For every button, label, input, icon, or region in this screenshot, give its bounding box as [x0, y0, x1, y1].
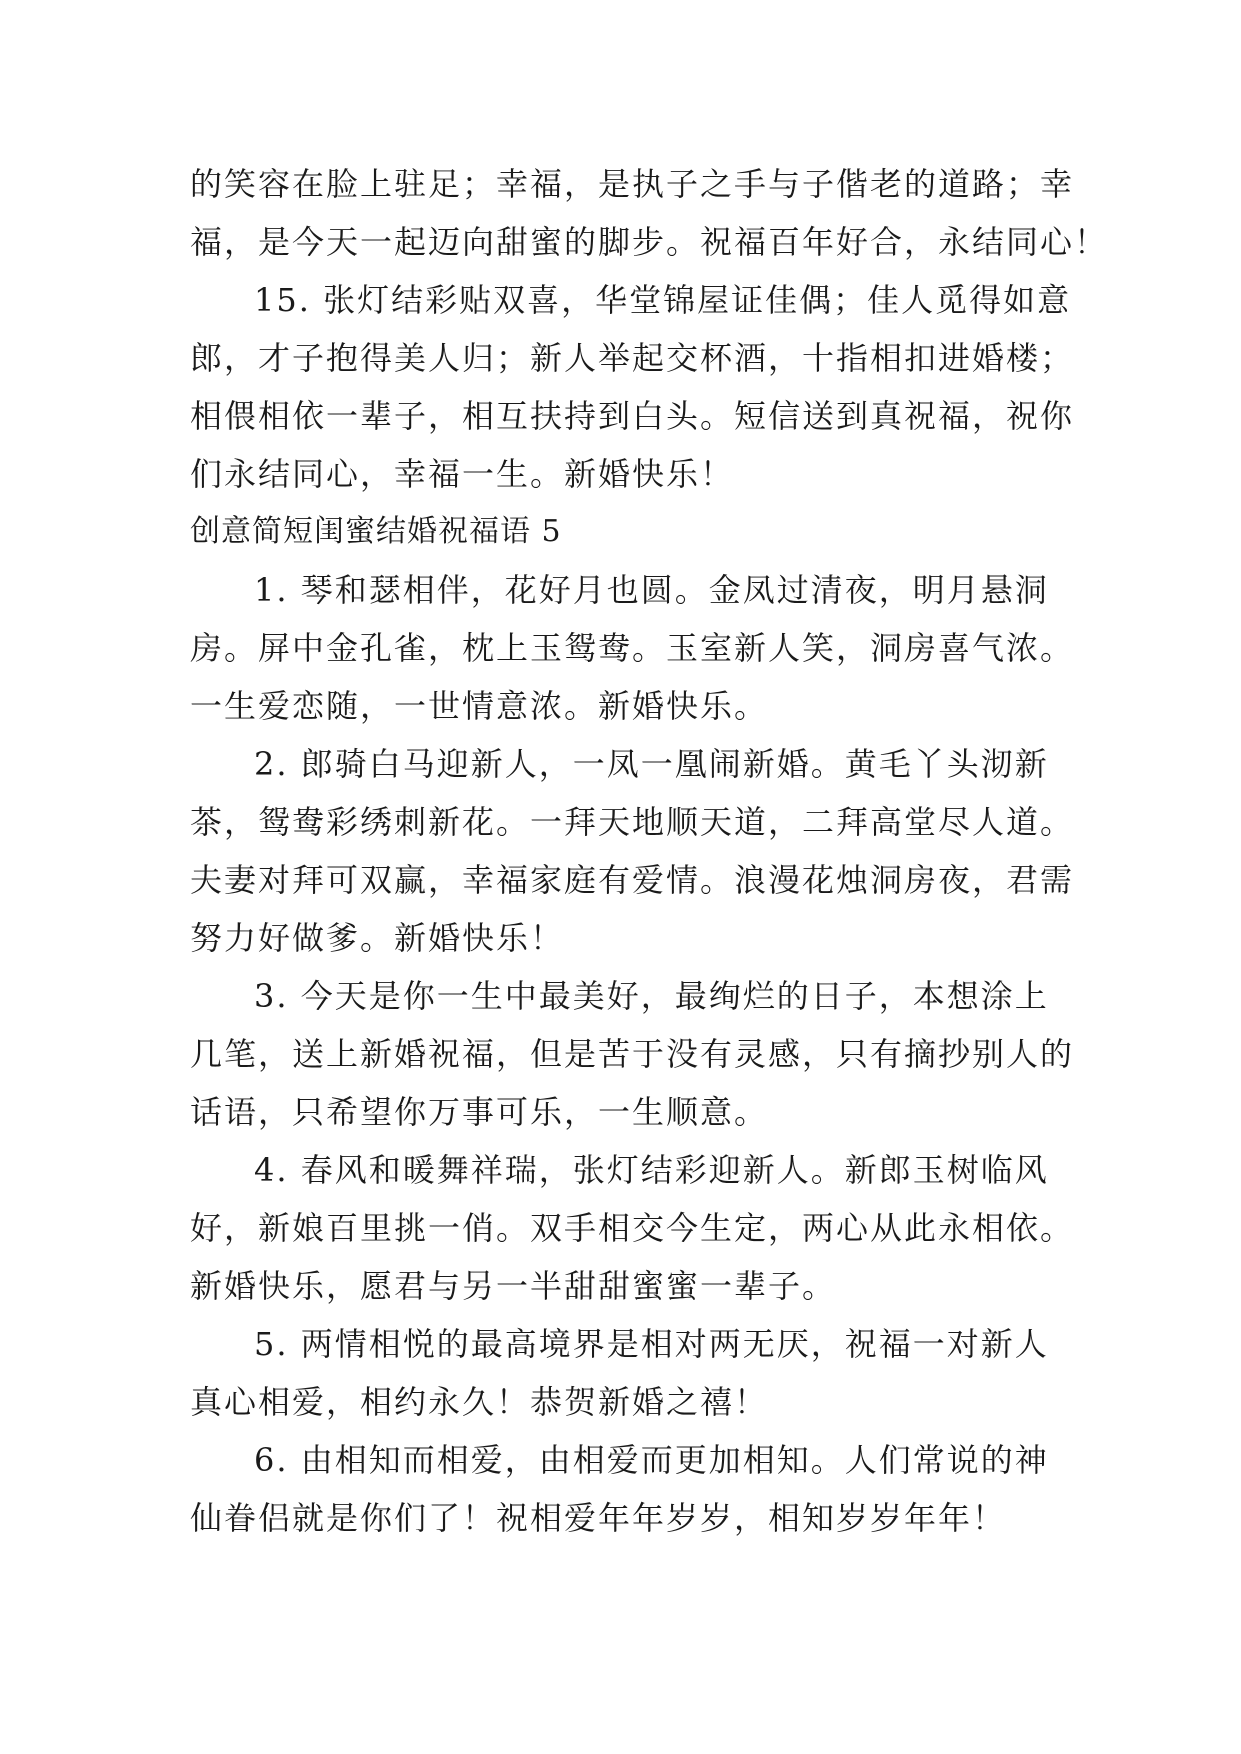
text-line: 5. 两情相悦的最高境界是相对两无厌，祝福一对新人	[254, 1325, 1049, 1363]
text-line: 几笔，送上新婚祝福，但是苦于没有灵感，只有摘抄别人的	[190, 1035, 1075, 1073]
text-line: 福，是今天一起迈向甜蜜的脚步。祝福百年好合，永结同心！	[190, 223, 1109, 261]
text-line: 一生爱恋随，一世情意浓。新婚快乐。	[190, 687, 769, 725]
text-line: 们永结同心，幸福一生。新婚快乐！	[190, 455, 735, 493]
text-line: 15. 张灯结彩贴双喜，华堂锦屋证佳偶；佳人觅得如意	[254, 281, 1072, 319]
text-line: 努力好做爹。新婚快乐！	[190, 919, 565, 957]
section-heading: 创意简短闺蜜结婚祝福语 5	[190, 514, 562, 549]
text-line: 房。屏中金孔雀，枕上玉鸳鸯。玉室新人笑，洞房喜气浓。	[190, 629, 1075, 667]
text-line: 郎，才子抱得美人归；新人举起交杯酒，十指相扣进婚楼；	[190, 339, 1075, 377]
document-page	[190, 155, 1109, 1547]
text-line: 相偎相依一辈子，相互扶持到白头。短信送到真祝福，祝你	[190, 397, 1075, 435]
text-line: 2. 郎骑白马迎新人，一凤一凰闹新婚。黄毛丫头沏新	[254, 745, 1049, 783]
text-line: 的笑容在脸上驻足；幸福，是执子之手与子偕老的道路；幸	[190, 165, 1075, 203]
text-line: 夫妻对拜可双赢，幸福家庭有爱情。浪漫花烛洞房夜，君需	[190, 861, 1075, 899]
text-line: 新婚快乐，愿君与另一半甜甜蜜蜜一辈子。	[190, 1267, 837, 1305]
text-line: 6. 由相知而相爱，由相爱而更加相知。人们常说的神	[254, 1441, 1049, 1479]
text-line: 好，新娘百里挑一俏。双手相交今生定，两心从此永相依。	[190, 1209, 1075, 1247]
text-line: 茶，鸳鸯彩绣刺新花。一拜天地顺天道，二拜高堂尽人道。	[190, 803, 1075, 841]
text-line: 4. 春风和暖舞祥瑞，张灯结彩迎新人。新郎玉树临风	[254, 1151, 1049, 1189]
text-line: 仙眷侣就是你们了！祝相爱年年岁岁，相知岁岁年年！	[190, 1499, 1007, 1537]
text-line: 3. 今天是你一生中最美好，最绚烂的日子，本想涂上	[254, 977, 1049, 1015]
text-line: 真心相爱，相约永久！恭贺新婚之禧！	[190, 1383, 769, 1421]
text-line: 1. 琴和瑟相伴，花好月也圆。金凤过清夜，明月悬洞	[254, 571, 1049, 609]
text-line: 话语，只希望你万事可乐，一生顺意。	[190, 1093, 769, 1131]
